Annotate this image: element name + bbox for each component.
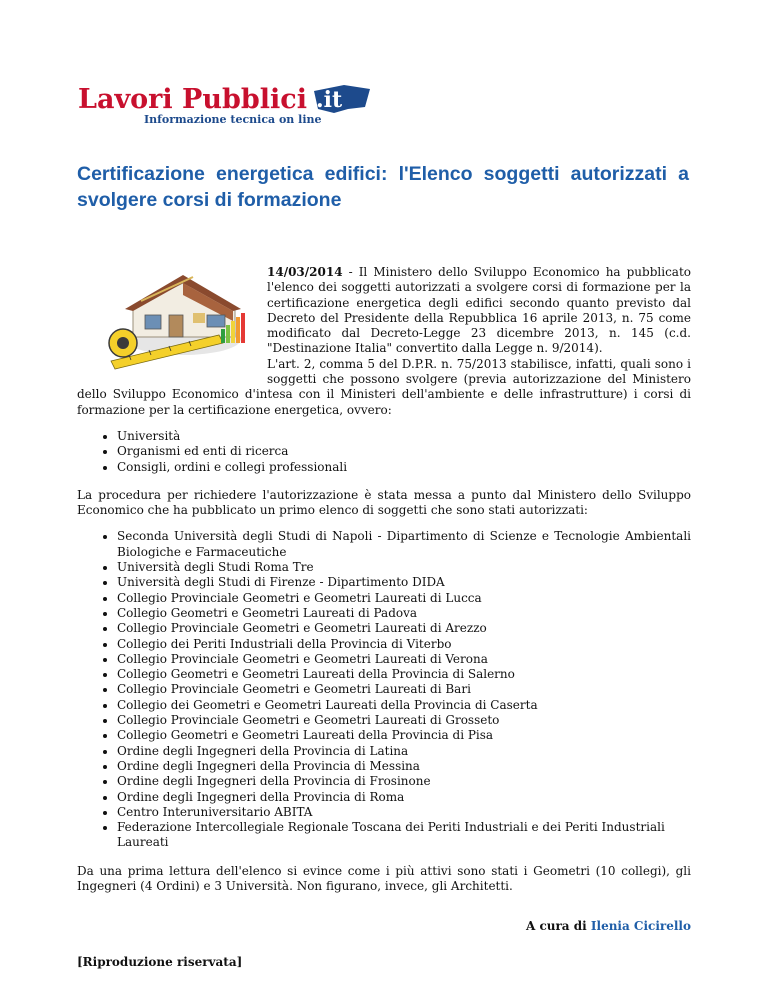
list-item: • Centro Interuniversitario ABITA [117, 805, 691, 820]
intro-text-2: L'art. 2, comma 5 del D.P.R. n. 75/2013 stabilisce, infatti, quali sono i soggetti che possono svolgere (previa autorizzazione del Ministero dello Sviluppo Economico d'intesa con il Ministeri dell'ambiente e delle infrastrutture) i corsi di formazione per la certificazione energetica, ovvero: [77, 356, 691, 417]
author-credit [77, 919, 691, 934]
list-item: • Collegio Geometri e Geometri Laureati di Padova [117, 606, 691, 621]
list-item: • Ordine degli Ingegneri della Provincia di Latina [117, 744, 691, 759]
list-item: • Ordine degli Ingegneri della Provincia di Roma [117, 790, 691, 805]
house-cutaway-icon [101, 265, 261, 375]
list-item: • Consigli, ordini e collegi professionali [117, 460, 691, 475]
article-body [77, 265, 691, 970]
logo-tld: .it [316, 87, 343, 113]
site-logo[interactable] [78, 83, 378, 131]
list-item: • Collegio Provinciale Geometri e Geometri Laureati di Arezzo [117, 621, 691, 636]
list-item: • Seconda Università degli Studi di Napoli - Dipartimento di Scienze e Tecnologie Ambientali Biologiche e Farmaceutiche [117, 529, 691, 560]
article-title: Certificazione energetica edifici: l'Elenco soggetti autorizzati a svolgere corsi di formazione [77, 163, 689, 211]
logo-graphic [78, 83, 378, 131]
list-item: • Università [117, 429, 691, 444]
list-item: • Organismi ed enti di ricerca [117, 444, 691, 459]
procedure-paragraph: La procedura per richiedere l'autorizzazione è stata messa a punto dal Ministero dello Sviluppo Economico che ha pubblicato un primo elenco di soggetti che sono stati autorizzati: [77, 487, 691, 518]
list-item: • Collegio Provinciale Geometri e Geometri Laureati di Bari [117, 682, 691, 697]
intro-text: - Il Ministero dello Sviluppo Economico ha pubblicato l'elenco dei soggetti autorizzati a svolgere corsi di formazione per la certificazione energetica degli edifici secondo quanto previsto dal Decreto del Presidente della Repubblica 16 aprile 2013, n. 75 come modificato dal Decreto-Legge 23 dicembre 2013, n. 145 (c.d. "Destinazione Italia" convertito dalla Legge n. 9/2014). [267, 265, 691, 356]
list-item: • Università degli Studi di Firenze - Dipartimento DIDA [117, 575, 691, 590]
list-item: • Collegio Provinciale Geometri e Geometri Laureati di Grosseto [117, 713, 691, 728]
house-energy-illustration [101, 265, 261, 375]
list-item: • Federazione Intercollegiale Regionale Toscana dei Periti Industriali e dei Periti Industriali Laureati [117, 820, 691, 851]
article-date: 14/03/2014 [267, 265, 343, 279]
author-link[interactable]: Ilenia Cicirello [590, 919, 691, 934]
logo-tagline: Informazione tecnica on line [144, 113, 322, 126]
list-item: • Collegio Provinciale Geometri e Geometri Laureati di Verona [117, 652, 691, 667]
curated-label: A cura di [525, 919, 591, 934]
list-item: • Università degli Studi Roma Tre [117, 560, 691, 575]
authorized-list [77, 529, 691, 850]
list-item: • Ordine degli Ingegneri della Provincia di Messina [117, 759, 691, 774]
category-list [77, 429, 691, 475]
list-item: • Collegio dei Periti Industriali della Provincia di Viterbo [117, 637, 691, 652]
rights-notice: [Riproduzione riservata] [77, 954, 243, 969]
conclusion-paragraph: Da una prima lettura dell'elenco si evince come i più attivi sono stati i Geometri (10 collegi), gli Ingegneri (4 Ordini) e 3 Università. Non figurano, invece, gli Architetti. [77, 863, 691, 893]
list-item: • Collegio Provinciale Geometri e Geometri Laureati di Lucca [117, 591, 691, 606]
list-item: • Ordine degli Ingegneri della Provincia di Frosinone [117, 774, 691, 789]
list-item: • Collegio Geometri e Geometri Laureati della Provincia di Pisa [117, 728, 691, 743]
list-item: • Collegio Geometri e Geometri Laureati della Provincia di Salerno [117, 667, 691, 682]
list-item: • Collegio dei Geometri e Geometri Laureati della Provincia di Caserta [117, 698, 691, 713]
logo-name: Lavori Pubblici [78, 84, 307, 115]
